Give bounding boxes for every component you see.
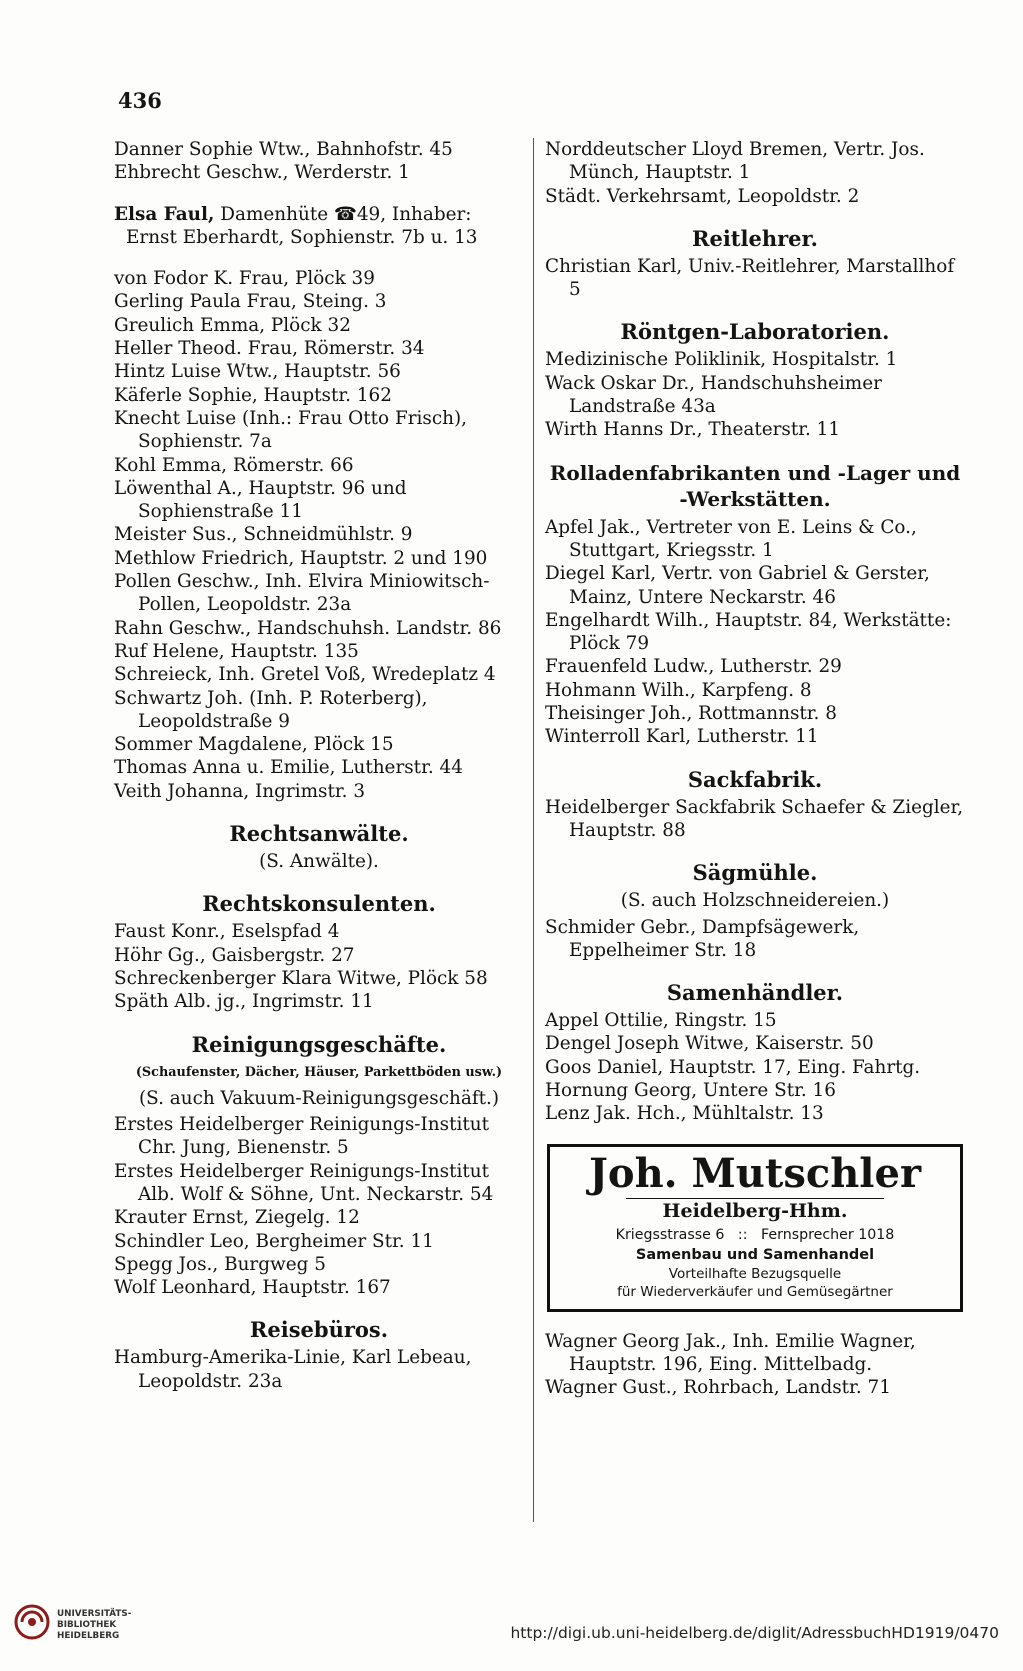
directory-entry: von Fodor K. Frau, Plöck 39 [114, 268, 375, 290]
directory-entry: Städt. Verkehrsamt, Leopoldstr. 2 [545, 185, 860, 207]
directory-section [545, 767, 965, 843]
directory-entry: Käferle Sophie, Hauptstr. 162 [114, 384, 392, 406]
directory-section [114, 267, 524, 803]
directory-entry: Heidelberger Sackfabrik Schaefer & Ziegler, Hauptstr. 88 [545, 796, 964, 841]
directory-entry: Apfel Jak., Vertreter von E. Leins & Co., Stuttgart, Kriegsstr. 1 [545, 516, 917, 561]
section-heading: Röntgen-Laboratorien. [620, 319, 890, 345]
footer [0, 1590, 1023, 1671]
directory-entry: Diegel Karl, Vertr. von Gabriel & Gerster, Mainz, Untere Neckarstr. 46 [545, 563, 930, 608]
directory-section [545, 319, 965, 441]
directory-entry: Wagner Gust., Rohrbach, Landstr. 71 [545, 1377, 891, 1399]
directory-section [545, 860, 965, 962]
directory-entry: Winterroll Karl, Lutherstr. 11 [545, 726, 819, 748]
directory-entry: Danner Sophie Wtw., Bahnhofstr. 45 [114, 139, 453, 160]
section-note: (S. auch Vakuum-Reinigungsgeschäft.) [138, 1087, 500, 1109]
directory-entry: Hornung Georg, Untere Str. 16 [545, 1080, 836, 1102]
directory-entry: Engelhardt Wilh., Hauptstr. 84, Werkstätte: Plöck 79 [545, 609, 952, 655]
ad-contact: Kriegsstrasse 6 :: Fernsprecher 1018 [615, 1226, 895, 1243]
directory-entry: Hohmann Wilh., Karpfeng. 8 [545, 679, 812, 701]
directory-section [114, 1032, 524, 1300]
left-column [114, 138, 524, 1393]
directory-entry: Norddeutscher Lloyd Bremen, Vertr. Jos. Münch, Hauptstr. 1 [545, 139, 925, 184]
page-number: 436 [118, 88, 162, 113]
directory-entry: Krauter Ernst, Ziegelg. 12 [114, 1207, 360, 1229]
directory-entry: Sommer Magdalene, Plöck 15 [114, 734, 394, 756]
ad-service: Samenbau und Samenhandel [635, 1246, 875, 1263]
column-divider [533, 138, 534, 1522]
directory-entry: Lenz Jak. Hch., Mühltalstr. 13 [545, 1103, 824, 1125]
directory-entry: Kohl Emma, Römerstr. 66 [114, 454, 354, 476]
directory-entry: Appel Ottilie, Ringstr. 15 [545, 1010, 777, 1032]
section-heading: Sägmühle. [692, 860, 818, 886]
library-name-line: BIBLIOTHEK [57, 1620, 117, 1630]
directory-section [545, 138, 965, 208]
section-heading: Sackfabrik. [687, 766, 823, 792]
notice-text: Damenhüte ☎49, Inhaber: Ernst Eberhardt, Sophienstr. 7b u. 13 [126, 203, 478, 248]
directory-entry: Hamburg-Amerika-Linie, Karl Lebeau, Leopoldstr. 23a [114, 1347, 472, 1392]
directory-section [545, 1144, 965, 1312]
section-heading: Samenhändler. [666, 980, 844, 1006]
ad-tagline: Vorteilhafte Bezugsquelle [668, 1265, 842, 1282]
right-column [545, 138, 965, 1400]
library-name-line: HEIDELBERG [57, 1631, 120, 1641]
library-name-line: UNIVERSITÄTS- [57, 1609, 132, 1619]
directory-entry: Pollen Geschw., Inh. Elvira Miniowitsch-Pollen, Leopoldstr. 23a [114, 571, 490, 616]
directory-section [114, 203, 524, 250]
directory-entry: Wolf Leonhard, Hauptstr. 167 [114, 1277, 391, 1299]
directory-entry: Christian Karl, Univ.-Reitlehrer, Marstallhof 5 [545, 255, 955, 301]
ad-location: Heidelberg-Hhm. [626, 1198, 884, 1223]
section-heading: Reitlehrer. [692, 225, 818, 251]
directory-entry: Wagner Georg Jak., Inh. Emilie Wagner, Hauptstr. 196, Eing. Mittelbadg. [545, 1330, 916, 1375]
directory-entry: Meister Sus., Schneidmühlstr. 9 [114, 524, 413, 546]
directory-entry: Erstes Heidelberger Reinigungs-Institut Alb. Wolf & Söhne, Unt. Neckarstr. 54 [114, 1160, 494, 1205]
directory-entry: Thomas Anna u. Emilie, Lutherstr. 44 [114, 757, 463, 779]
directory-entry: Ruf Helene, Hauptstr. 135 [114, 640, 359, 662]
directory-entry: Faust Konr., Eselspfad 4 [114, 921, 340, 943]
directory-entry: Wirth Hanns Dr., Theaterstr. 11 [545, 419, 841, 441]
directory-entry: Schmider Gebr., Dampfsägewerk, Eppelheimer Str. 18 [545, 916, 860, 961]
directory-entry: Rahn Geschw., Handschuhsh. Landstr. 86 [114, 617, 502, 639]
directory-section [545, 1330, 965, 1400]
directory-entry: Erstes Heidelberger Reinigungs-Institut Chr. Jung, Bienenstr. 5 [114, 1114, 489, 1159]
directory-entry: Wack Oskar Dr., Handschuhsheimer Landstraße 43a [545, 372, 882, 418]
directory-entry: Schreieck, Inh. Gretel Voß, Wredeplatz 4 [114, 664, 496, 686]
directory-entry: Gerling Paula Frau, Steing. 3 [114, 291, 387, 313]
directory-entry: Schwartz Joh. (Inh. P. Roterberg), Leopoldstraße 9 [114, 687, 428, 732]
directory-entry: Schindler Leo, Bergheimer Str. 11 [114, 1230, 434, 1252]
section-note: (S. Anwälte). [259, 851, 379, 873]
directory-entry: Heller Theod. Frau, Römerstr. 34 [114, 338, 425, 360]
directory-section [114, 138, 524, 185]
directory-entry: Greulich Emma, Plöck 32 [114, 314, 351, 336]
directory-entry: Goos Daniel, Hauptstr. 17, Eing. Fahrtg. [545, 1056, 921, 1078]
source-url-link[interactable]: http://digi.ub.uni-heidelberg.de/diglit/AdressbuchHD1919/0470 [510, 1624, 999, 1642]
directory-entry: Späth Alb. jg., Ingrimstr. 11 [114, 991, 374, 1013]
directory-entry: Löwenthal A., Hauptstr. 96 und Sophienstraße 11 [114, 477, 407, 523]
directory-section [545, 980, 965, 1125]
directory-entry: Frauenfeld Ludw., Lutherstr. 29 [545, 656, 842, 678]
directory-entry: Höhr Gg., Gaisbergstr. 27 [114, 944, 355, 966]
library-name [57, 1609, 131, 1642]
section-note: (S. auch Holzschneidereien.) [620, 890, 890, 912]
directory-entry: Methlow Friedrich, Hauptstr. 2 und 190 [114, 547, 488, 569]
directory-section [545, 226, 965, 302]
directory-section [114, 1317, 524, 1393]
directory-section [114, 821, 524, 873]
directory-entry: Veith Johanna, Ingrimstr. 3 [114, 780, 366, 802]
section-heading: Reisebüros. [249, 1317, 389, 1343]
directory-entry: Theisinger Joh., Rottmannstr. 8 [545, 703, 837, 725]
section-heading: Rechtsanwälte. [229, 821, 409, 847]
directory-section [114, 891, 524, 1013]
directory-entry: Schreckenberger Klara Witwe, Plöck 58 [114, 967, 488, 989]
ad-company-name: Joh. Mutschler [588, 1149, 922, 1197]
business-notice [114, 203, 524, 250]
advertisement [547, 1144, 963, 1312]
directory-section [545, 460, 965, 749]
section-heading: Rechtskonsulenten. [202, 891, 436, 917]
library-logo-icon [14, 1604, 50, 1640]
directory-entry: Spegg Jos., Burgweg 5 [114, 1253, 326, 1275]
directory-entry: Ehbrecht Geschw., Werderstr. 1 [114, 162, 410, 184]
section-subnote: (Schaufenster, Dächer, Häuser, Parkettböden usw.) [135, 1064, 503, 1080]
notice-name: Elsa Faul, [114, 203, 215, 225]
directory-entry: Medizinische Poliklinik, Hospitalstr. 1 [545, 349, 898, 371]
directory-entry: Hintz Luise Wtw., Hauptstr. 56 [114, 361, 401, 383]
directory-entry: Knecht Luise (Inh.: Frau Otto Frisch), Sophienstr. 7a [114, 407, 467, 453]
ad-tagline: für Wiederverkäufer und Gemüsegärtner [617, 1283, 893, 1300]
section-heading: Rolladenfabrikanten und -Lager und -Werkstätten. [549, 460, 961, 511]
section-heading: Reinigungsgeschäfte. [191, 1031, 447, 1057]
directory-entry: Dengel Joseph Witwe, Kaiserstr. 50 [545, 1033, 874, 1055]
